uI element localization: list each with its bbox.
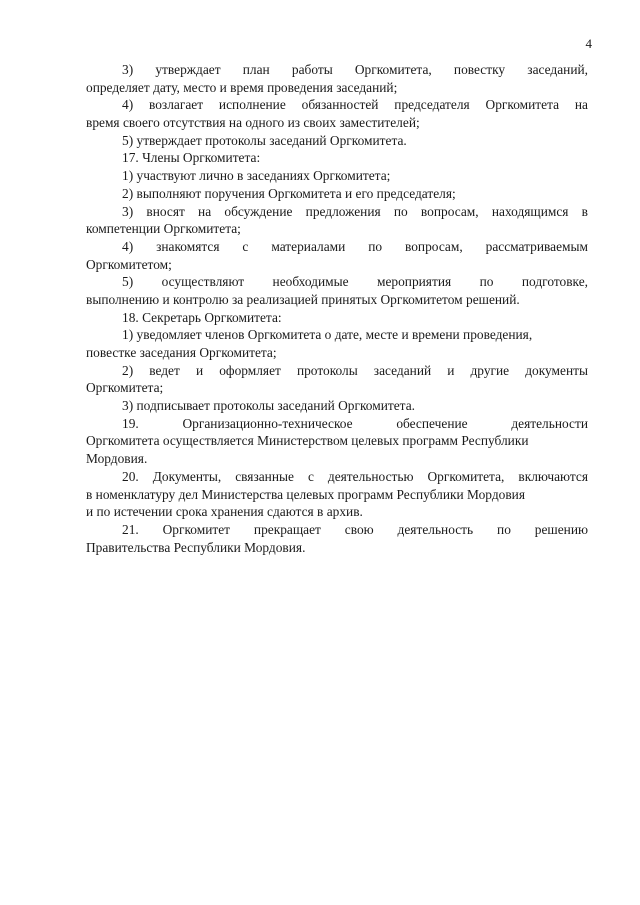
text-line: Оргкомитетом; [86,256,172,272]
text-line: 21. Оргкомитет прекращает свою деятельность по решению [122,521,588,537]
text-line: 4) возлагает исполнение обязанностей председателя Оргкомитета на [122,97,588,113]
text-line: время своего отсутствия на одного из своих заместителей; [86,115,420,131]
text-line: определяет дату, место и время проведения заседаний; [86,79,398,95]
text-line: 2) выполняют поручения Оргкомитета и его председателя; [122,185,456,201]
text-line: 20. Документы, связанные с деятельностью Оргкомитета, включаются [122,468,588,484]
text-line: и по истечении срока хранения сдаются в архив. [86,504,363,520]
text-line: выполнению и контролю за реализацией принятых Оргкомитетом решений. [86,291,520,307]
text-line: 3) утверждает план работы Оргкомитета, повестку заседаний, [122,62,588,77]
text-line: в номенклатуру дел Министерства целевых программ Республики Мордовия [86,486,525,502]
text-line: 5) осуществляют необходимые мероприятия по подготовке, [122,274,588,290]
text-line: 5) утверждает протоколы заседаний Оргкомитета. [122,132,407,148]
text-line: 18. Секретарь Оргкомитета: [122,309,282,325]
page-number: 4 [585,36,592,51]
text-line: Оргкомитета; [86,380,164,396]
text-line: 3) подписывает протоколы заседаний Оргкомитета. [122,398,415,414]
document-body [86,61,588,556]
text-line: 4) знакомятся с материалами по вопросам, рассматриваемым [122,238,588,254]
text-line: 3) вносят на обсуждение предложения по вопросам, находящимся в [122,203,588,219]
text-line: повестке заседания Оргкомитета; [86,345,277,360]
text-line: 1) участвуют лично в заседаниях Оргкомитета; [122,168,391,184]
text-line: компетенции Оргкомитета; [86,221,241,237]
text-line: 2) ведет и оформляет протоколы заседаний и другие документы [122,362,588,378]
text-line: 1) уведомляет членов Оргкомитета о дате, месте и времени проведения, [122,327,533,343]
text-line: 19. Организационно-техническое обеспечение деятельности [122,415,588,431]
text-line: 17. Члены Оргкомитета: [122,150,261,166]
text-line: Правительства Республики Мордовия. [86,539,306,555]
text-line: Мордовия. [86,451,148,467]
text-line: Оргкомитета осуществляется Министерством целевых программ Республики [86,433,529,449]
